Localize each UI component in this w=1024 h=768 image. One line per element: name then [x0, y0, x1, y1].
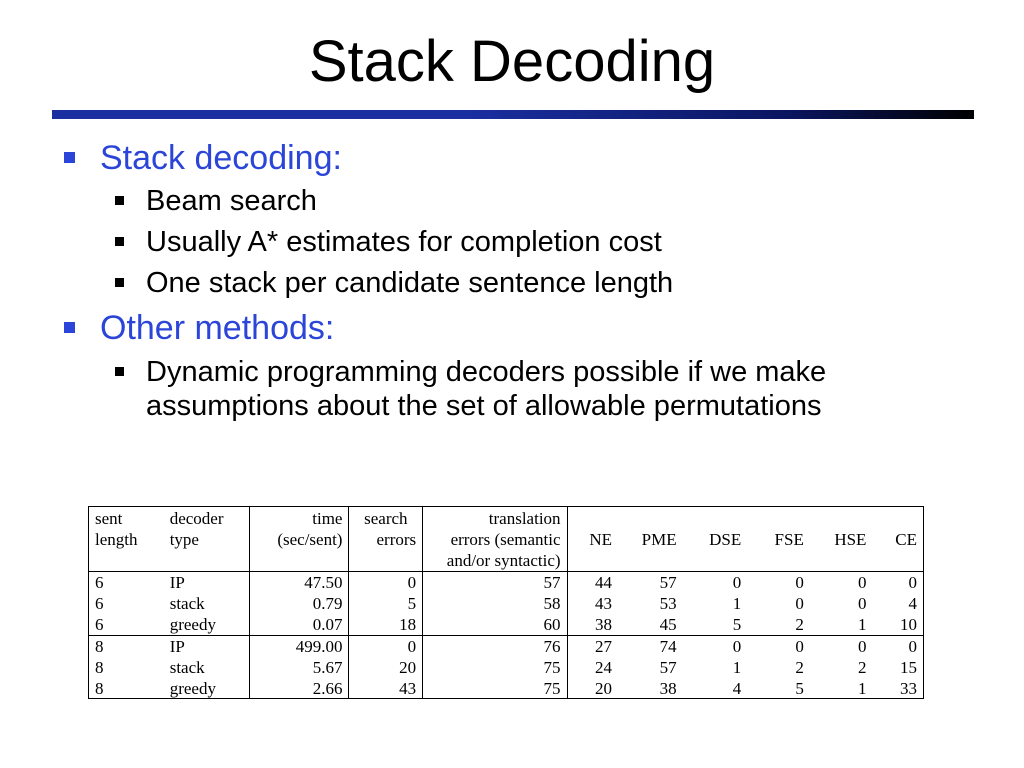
header-line: (sec/sent)	[277, 530, 343, 549]
table-cell: IP	[164, 636, 249, 658]
table-cell: 5	[795, 679, 804, 698]
table-row	[89, 614, 923, 636]
header-line: CE	[895, 530, 917, 549]
table-cell: 0	[810, 636, 873, 658]
table-cell: 2	[795, 615, 804, 634]
table-cell: 58	[423, 593, 567, 614]
bullet-level2	[146, 184, 966, 218]
table-cell: 76	[423, 636, 567, 658]
slide-title: Stack Decoding	[308, 29, 716, 94]
table-cell: 0.79	[249, 593, 349, 614]
square-bullet-icon	[64, 152, 75, 163]
header-line: HSE	[834, 530, 867, 549]
table-cell: 499.00	[249, 636, 349, 658]
table-cell: 4	[732, 679, 742, 698]
header-line: errors (semantic	[450, 530, 561, 549]
table-cell: 1	[857, 615, 867, 634]
table-cell: 43	[349, 678, 423, 699]
table-cell: 44	[567, 572, 618, 594]
table-cell: 2.66	[249, 678, 349, 699]
table-cell: 0	[810, 572, 873, 594]
table-cell: greedy	[169, 679, 216, 698]
table-row	[89, 572, 923, 594]
bullet-level1	[100, 138, 342, 178]
table-cell: 1	[732, 658, 742, 677]
bullet-text: Dynamic programming decoders possible if we make assumptions about the set of allowable permutations	[146, 356, 827, 422]
header-line: decoder	[169, 509, 224, 528]
table-cell: 57	[423, 572, 567, 594]
bullet-level2	[146, 225, 966, 259]
table-cell: 20	[567, 678, 618, 699]
table-cell: IP	[164, 572, 249, 594]
table-cell: greedy	[169, 615, 216, 634]
table-cell: 38	[567, 614, 618, 636]
header-line: errors	[376, 530, 417, 549]
bullet-text: Stack decoding:	[100, 139, 342, 177]
header-line: sent	[95, 509, 123, 528]
bullet-text: Usually A* estimates for completion cost	[146, 226, 662, 258]
header-line: PME	[641, 530, 677, 549]
table-cell: 0	[683, 636, 748, 658]
header-line: FSE	[774, 530, 804, 549]
table-cell: 1	[857, 679, 867, 698]
bullet-level2	[146, 355, 966, 423]
header-line: time	[312, 509, 343, 528]
table-cell: 8	[95, 679, 104, 698]
header-line: translation	[488, 509, 561, 528]
table-cell: 0	[747, 572, 810, 594]
bullet-text: One stack per candidate sentence length	[146, 267, 674, 299]
table-cell: 6	[95, 615, 104, 634]
table-cell: 0	[872, 572, 923, 594]
bullet-text: Beam search	[146, 185, 317, 217]
table-cell: 57	[659, 658, 677, 677]
table-cell: 0	[795, 594, 804, 613]
table-row	[89, 678, 923, 699]
results-table	[88, 506, 924, 699]
table-row	[89, 657, 923, 678]
table-cell: 15	[900, 658, 917, 677]
table-row	[89, 593, 923, 614]
table-cell: 45	[659, 615, 677, 634]
table-cell: 60	[423, 614, 567, 636]
table-cell: 0	[683, 572, 748, 594]
header-search-errors	[349, 507, 423, 572]
table-cell: 0	[349, 636, 423, 658]
table-cell: 10	[900, 615, 917, 634]
header-dse	[683, 507, 748, 572]
table-cell: stack	[169, 658, 205, 677]
table-cell: 5	[732, 615, 742, 634]
bullet-text: Other methods:	[100, 309, 335, 347]
table-cell: 0	[872, 636, 923, 658]
table-cell: 74	[618, 636, 683, 658]
table-cell: 53	[659, 594, 677, 613]
table-cell: 8	[95, 658, 104, 677]
header-ce	[872, 507, 923, 572]
table-cell: stack	[169, 594, 205, 613]
table-cell: 1	[732, 594, 742, 613]
header-line: length	[95, 530, 138, 549]
table-cell: 57	[618, 572, 683, 594]
header-line: NE	[589, 530, 613, 549]
table-cell: 0.07	[249, 614, 349, 636]
table-cell: 47.50	[249, 572, 349, 594]
table-row	[89, 636, 923, 658]
header-line: and/or syntactic)	[446, 551, 561, 570]
header-hse	[810, 507, 873, 572]
table-cell: 0	[857, 594, 867, 613]
table-cell: 33	[900, 679, 917, 698]
table-cell: 75	[423, 657, 567, 678]
header-decoder-type	[164, 507, 249, 572]
header-time	[249, 507, 349, 572]
square-bullet-icon	[64, 322, 75, 333]
header-pme	[618, 507, 683, 572]
table-cell: 0	[349, 572, 423, 594]
header-sent-length	[89, 507, 164, 572]
table-cell: 6	[89, 572, 164, 594]
table-cell: 24	[567, 657, 618, 678]
square-bullet-icon	[115, 237, 124, 246]
square-bullet-icon	[115, 278, 124, 287]
table-cell: 2	[857, 658, 867, 677]
header-line: type	[169, 530, 199, 549]
table-cell: 6	[95, 594, 104, 613]
bullet-level2	[146, 266, 966, 300]
table-cell: 4	[908, 594, 917, 613]
table-cell: 0	[747, 636, 810, 658]
table-cell: 75	[423, 678, 567, 699]
table-cell: 27	[567, 636, 618, 658]
table-cell: 43	[567, 593, 618, 614]
table-cell: 18	[349, 614, 423, 636]
table-body	[89, 572, 923, 700]
table-cell: 38	[659, 679, 677, 698]
table-cell: 5	[349, 593, 423, 614]
header-line: DSE	[709, 530, 742, 549]
table-cell: 8	[89, 636, 164, 658]
table-cell: 2	[795, 658, 804, 677]
square-bullet-icon	[115, 196, 124, 205]
table-cell: 5.67	[249, 657, 349, 678]
header-ne	[567, 507, 618, 572]
square-bullet-icon	[115, 367, 124, 376]
header-fse	[747, 507, 810, 572]
table-cell: 20	[349, 657, 423, 678]
header-line: search	[364, 509, 408, 528]
bullet-level1	[100, 308, 334, 348]
header-translation-errors	[423, 507, 567, 572]
